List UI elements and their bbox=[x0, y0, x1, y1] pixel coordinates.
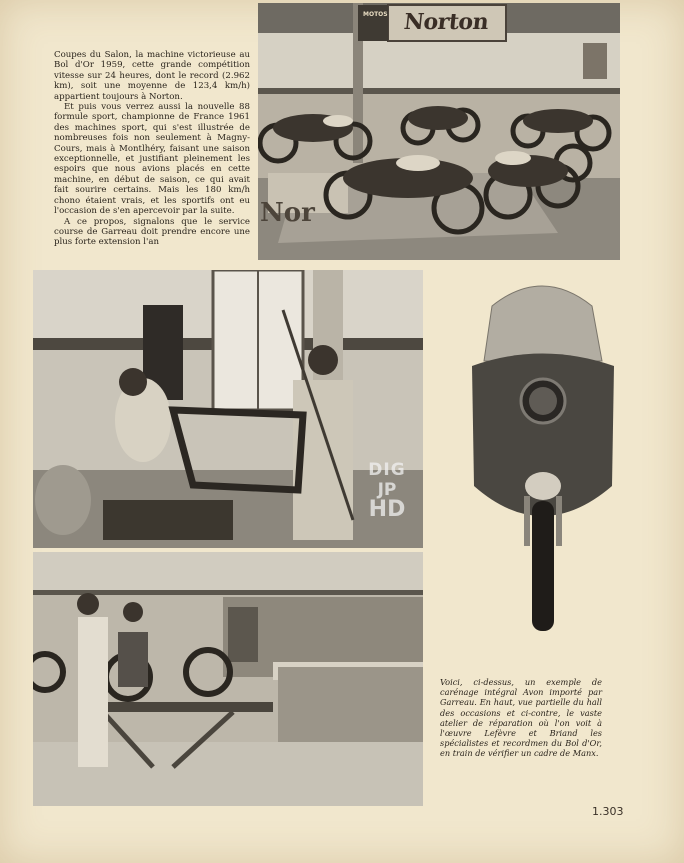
watermark-line: HD bbox=[368, 497, 406, 522]
norton-sign: Norton bbox=[402, 9, 490, 35]
watermark-line: DIG bbox=[368, 460, 406, 480]
showroom-photo bbox=[258, 3, 620, 260]
atelier-photo bbox=[33, 552, 423, 806]
article-paragraph: A ce propos, signalons que le service course de Garreau doit prendre encore une plus forte extension l'an bbox=[54, 216, 250, 248]
motos-sign: MOTOS bbox=[363, 11, 388, 18]
workshop-photo bbox=[33, 270, 423, 548]
page-number: 1.303 bbox=[592, 805, 624, 818]
fairing-photo bbox=[462, 266, 624, 636]
photo-caption: Voici, ci-dessus, un exemple de carénage intégral Avon importé par Garreau. En haut, vue partielle du hall des occasions et ci-contre, le vaste atelier de réparation où l'on voit à l'œuvre Lefèvre et Briand les spécialistes et recordmen du Bol d'Or, en train de vérifier un cadre de Manx. bbox=[440, 677, 602, 759]
article-text bbox=[54, 50, 250, 248]
article-paragraph: Et puis vous verrez aussi la nouvelle 88 formule sport, championne de France 1961 des machines sport, qui s'est illustrée de nombreuses fois non seulement à Magny-Cours, mais à Montlhéry, faisant une saison exceptionnelle, et justifiant pleinement les espoirs que nous avions placés en cette machine, en début de saison, ce qui avait fait sourire certains. Mais les 180 km/h chono étaient vrais, et les sportifs ont eu l'occasion de s'en apercevoir par la suite. bbox=[54, 102, 250, 217]
watermark bbox=[351, 460, 423, 520]
article-paragraph: Coupes du Salon, la machine victorieuse au Bol d'Or 1959, cette grande compétition vitesse sur 24 heures, dont le record (2.962 km), soit une moyenne de 123,4 km/h) appartient toujours à Norton. bbox=[54, 50, 250, 102]
norton-partial-sign: Nor bbox=[260, 198, 315, 228]
watermark-line: JP bbox=[377, 480, 397, 500]
